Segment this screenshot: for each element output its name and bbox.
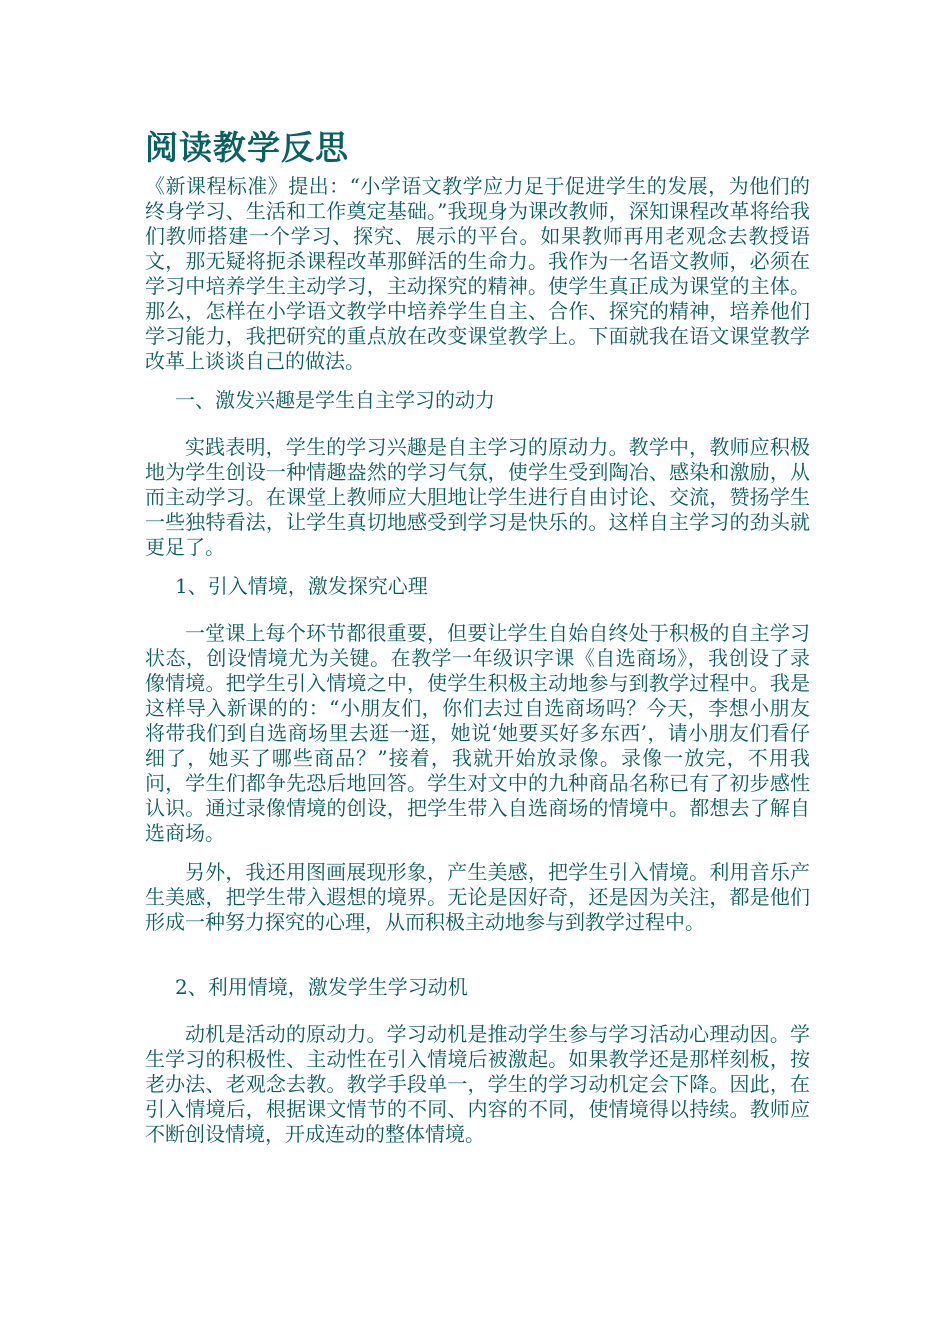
spacer: [145, 560, 810, 574]
sub2-paragraph: 动机是活动的原动力。学习动机是推动学生参与学习活动心理动因。学生学习的积极性、主动性在引入情境后被激起。如果教学还是那样刻板，按老办法、老观念去教。教学手段单一，学生的学习动机定会下降。因此，在引入情境后，根据课文情节的不同、内容的不同，使情境得以持续。教师应不断创设情境，开成连动的整体情境。: [145, 1022, 810, 1146]
spacer: [145, 413, 810, 435]
spacer: [145, 1000, 810, 1022]
spacer: [145, 374, 810, 388]
document-page: [145, 126, 810, 1147]
sub2-heading: 2、利用情境，激发学生学习动机: [175, 975, 468, 999]
section1-heading: 一、激发兴趣是学生自主学习的动力: [175, 388, 495, 412]
spacer: [145, 846, 810, 860]
sub1-heading: 1、引入情境，激发探究心理: [175, 574, 428, 598]
section1-paragraph: 实践表明，学生的学习兴趣是自主学习的原动力。教学中，教师应积极地为学生创设一种情趣盎然的学习气氛，使学生受到陶冶、感染和激励，从而主动学习。在课堂上教师应大胆地让学生进行自由讨论、交流，赞扬学生一些独特看法，让学生真切地感受到学习是快乐的。这样自主学习的劲头就更足了。: [145, 435, 810, 559]
document-title: 阅读教学反思: [145, 128, 349, 167]
intro-paragraph: 《新课程标准》提出：“小学语文教学应力足于促进学生的发展，为他们的终身学习、生活和工作奠定基础。”我现身为课改教师，深知课程改革将给我们教师搭建一个学习、探究、展示的平台。如果教师再用老观念去教授语文，那无疑将扼杀课程改革那鲜活的生命力。我作为一名语文教师，必须在学习中培养学生主动学习，主动探究的精神。使学生真正成为课堂的主体。那么，怎样在小学语文教学中培养学生自主、合作、探究的精神，培养他们学习能力，我把研究的重点放在改变课堂教学上。下面就我在语文课堂教学改革上谈谈自己的做法。: [145, 174, 810, 373]
spacer: [145, 935, 810, 975]
sub1-paragraph-1: 一堂课上每个环节都很重要，但要让学生自始自终处于积极的自主学习状态，创设情境尤为关键。在教学一年级识字课《自选商场》，我创设了录像情境。把学生引入情境之中，使学生积极主动地参与到教学过程中。我是这样导入新课的的：“小朋友们，你们去过自选商场吗？今天，李想小朋友将带我们到自选商场里去逛一逛，她说‘她要买好多东西’，请小朋友们看仔细了，她买了哪些商品？”接着，我就开始放录像。录像一放完，不用我问，学生们都争先恐后地回答。学生对文中的九种商品名称已有了初步感性认识。通过录像情境的创设，把学生带入自选商场的情境中。都想去了解自选商场。: [145, 621, 810, 845]
spacer: [145, 599, 810, 621]
sub1-paragraph-2: 另外，我还用图画展现形象，产生美感，把学生引入情境。利用音乐产生美感，把学生带入遐想的境界。无论是因好奇，还是因为关注，都是他们形成一种努力探究的心理，从而积极主动地参与到教学过程中。: [145, 860, 810, 934]
